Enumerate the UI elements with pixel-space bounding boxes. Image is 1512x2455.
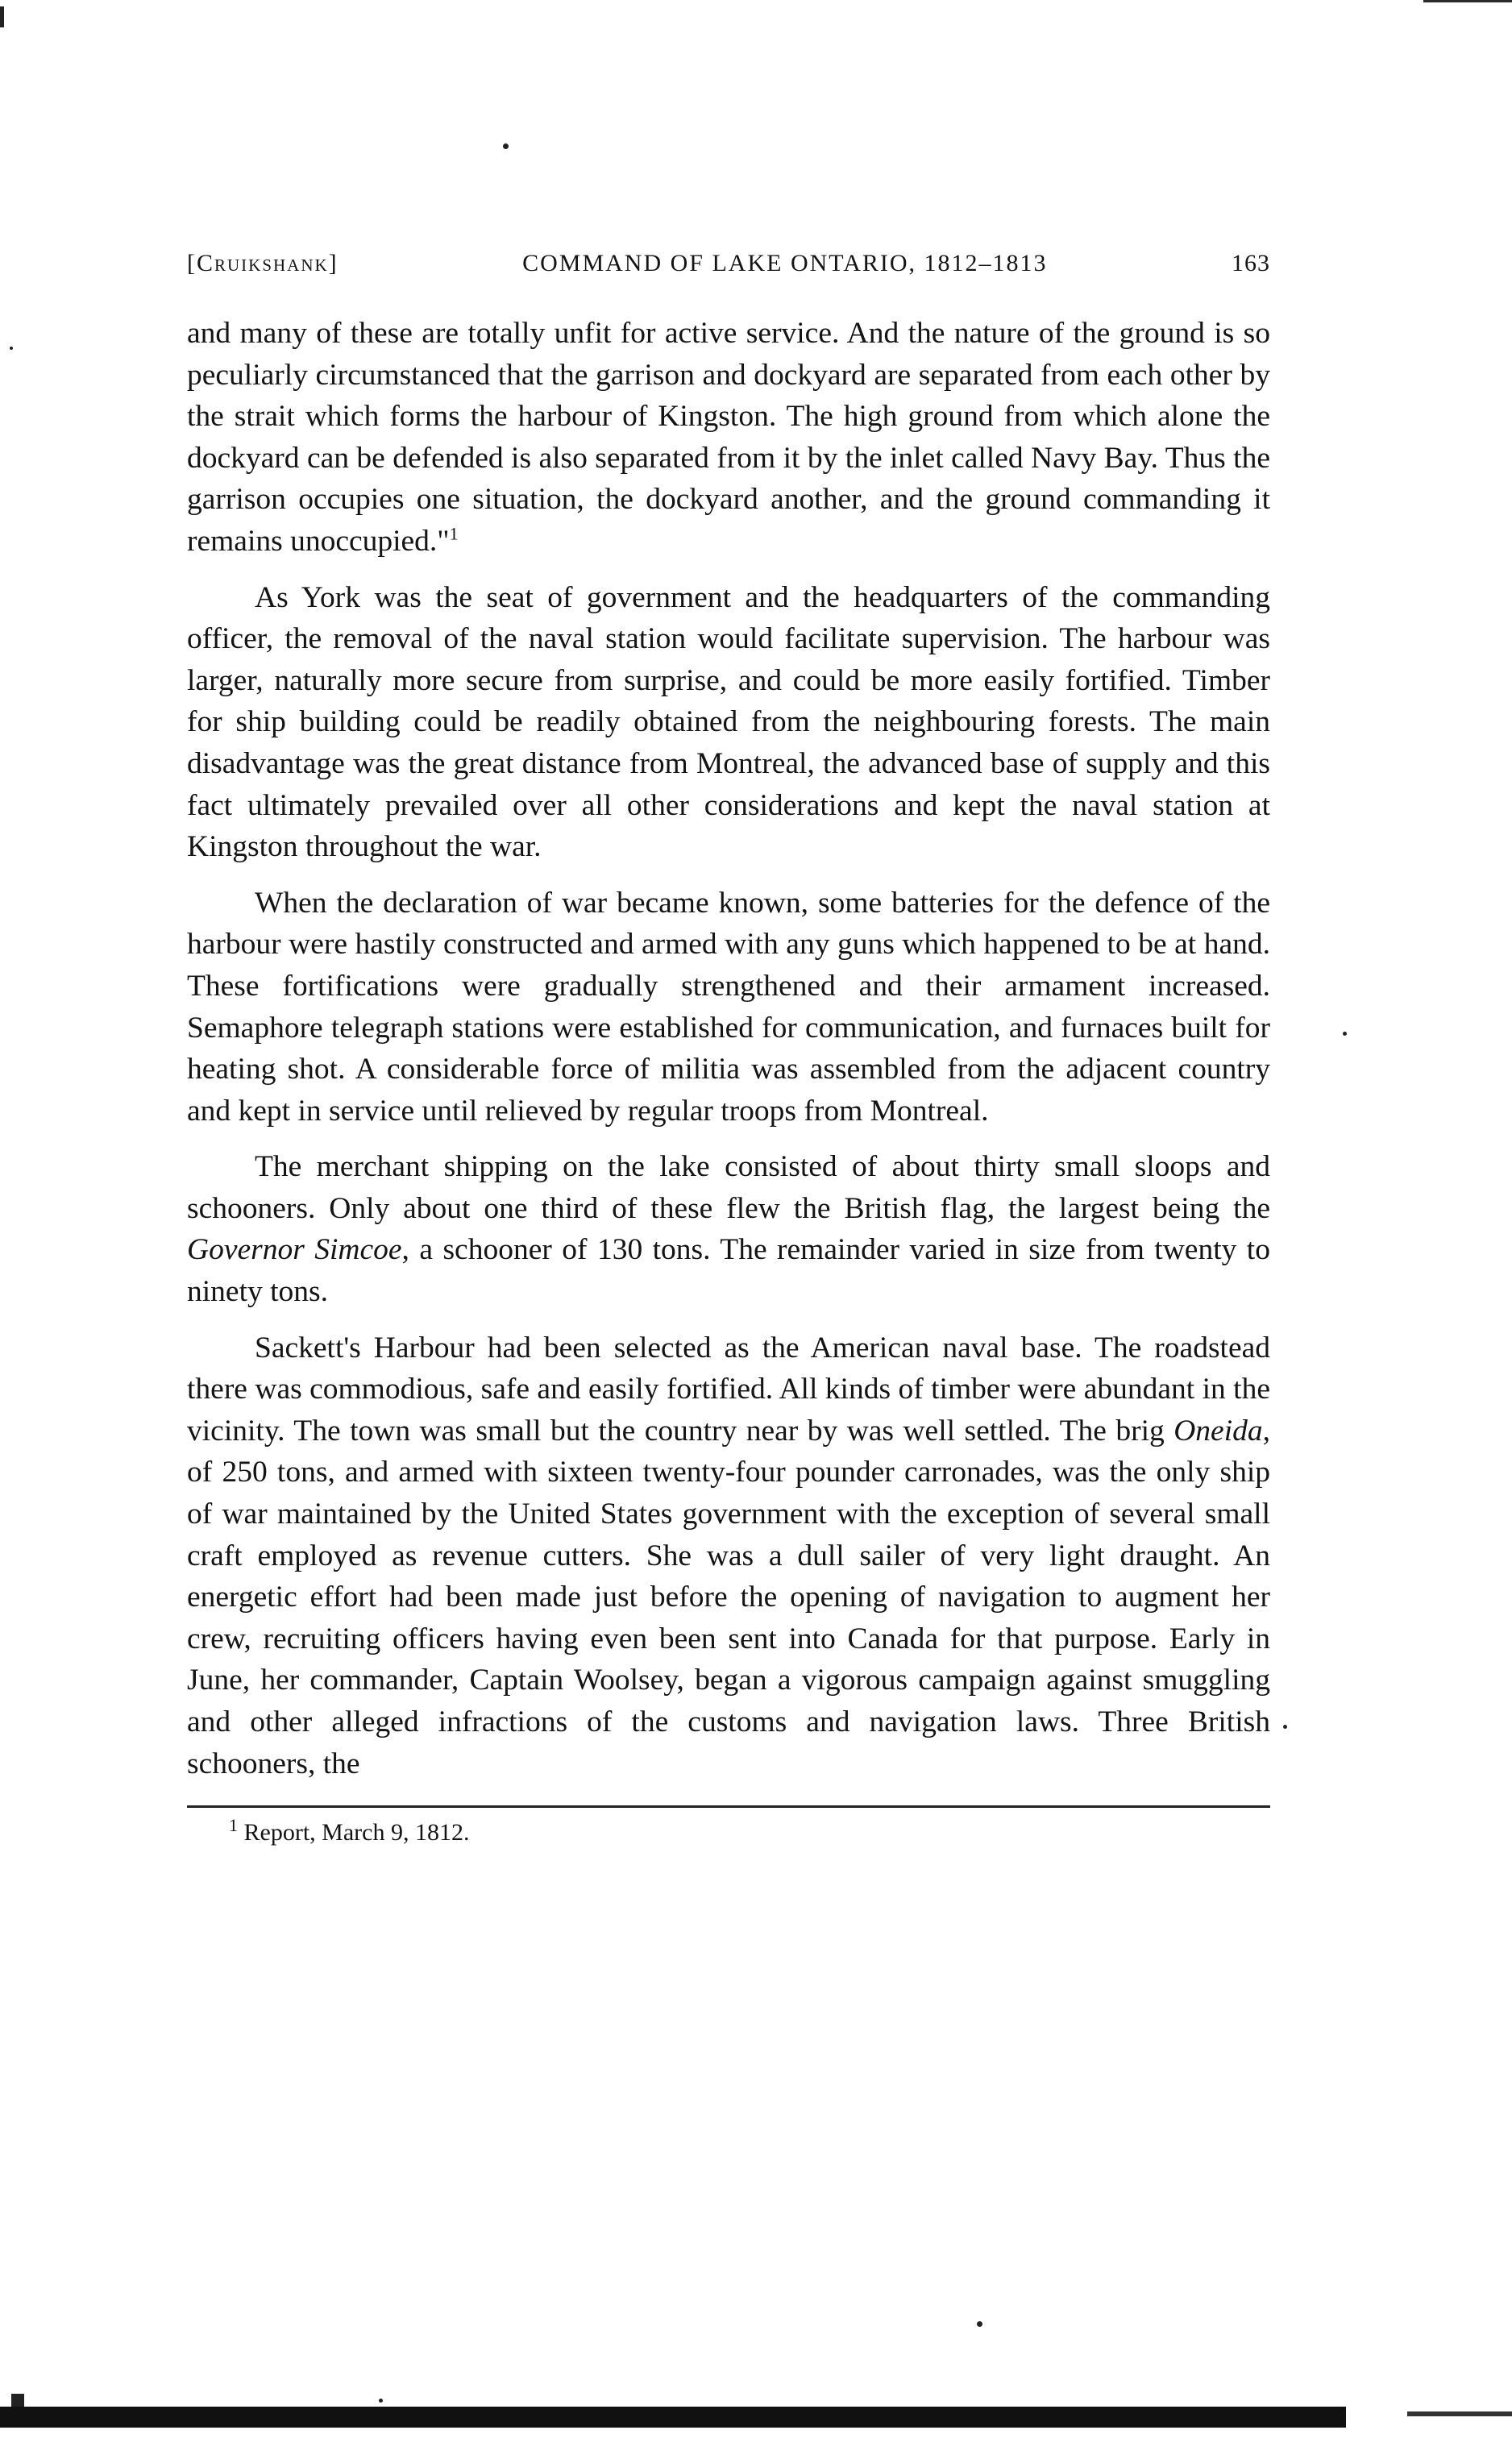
text-run: Sackett's Harbour had been selected as the American naval base. The roadstead there was commodious, safe and easily fortified. All kinds of timber were abundant in the vicinity. The town was small but the country near by was well settled. The brig (187, 1331, 1270, 1448)
paragraph (187, 1327, 1270, 1785)
paragraph (187, 1146, 1270, 1312)
text-run: The merchant shipping on the lake consisted of about thirty small sloops and schooners. Only about one third of these flew the British flag, the largest being the (187, 1150, 1270, 1225)
scan-edge-line (1423, 0, 1512, 2)
body-text (187, 313, 1270, 1784)
scan-speck (10, 347, 13, 350)
footnote (187, 1815, 1270, 1846)
scan-speck (503, 143, 509, 149)
scan-speck (977, 2321, 982, 2327)
footnote-text: Report, March 9, 1812. (243, 1819, 470, 1846)
running-head-author: [Cruikshank] (187, 250, 339, 276)
scan-speck (1343, 1032, 1347, 1036)
text-run: , of 250 tons, and armed with sixteen twenty-four pounder carronades, was the only ship of war maintained by the United States government with the exception of several small craft employed as revenue cutters. She was a dull sailer of very light draught. An energetic effort had been made just before the opening of navigation to augment her crew, recruiting officers having even been sent into Canada for that purpose. Early in June, her commander, Captain Woolsey, began a vigorous campaign against smuggling and other alleged infractions of the customs and navigation laws. Three British schooners, the (187, 1414, 1270, 1780)
text-run: As York was the seat of government and the headquarters of the commanding officer, the removal of the naval station would facilitate supervision. The harbour was larger, naturally more secure from surprise, and could be more easily fortified. Timber for ship building could be readily obtained from the neighbouring forests. The main disadvantage was the great distance from Montreal, the advanced base of supply and this fact ultimately prevailed over all other considerations and kept the naval station at Kingston throughout the war. (187, 580, 1270, 864)
scan-edge-band (0, 2407, 1346, 2428)
text-run: , a schooner of 130 tons. The remainder varied in size from twenty to ninety tons. (187, 1233, 1270, 1309)
page-number: 163 (1231, 250, 1270, 276)
footnote-marker: 1 (229, 1815, 238, 1836)
running-head (187, 250, 1270, 277)
book-page (187, 250, 1270, 1846)
footnote-reference: 1 (449, 523, 459, 544)
paragraph (187, 577, 1270, 868)
paragraph (187, 313, 1270, 563)
italic-text: Oneida (1173, 1414, 1263, 1448)
footnote-rule (187, 1805, 1270, 1808)
italic-text: Governor Simcoe (187, 1233, 402, 1267)
scan-speck (1283, 1725, 1287, 1729)
scan-speck (379, 2399, 383, 2403)
paragraph (187, 883, 1270, 1132)
text-run: and many of these are totally unfit for active service. And the nature of the ground is so peculiarly circumstanced that the garrison and dockyard are separated from each other by the strait which forms the harbour of Kingston. The high ground from which alone the dockyard can be defended is also separated from it by the inlet called Navy Bay. Thus the garrison occupies one situation, the dockyard another, and the ground commanding it remains unoccupied." (187, 317, 1270, 558)
text-run: When the declaration of war became known, some batteries for the defence of the harbour were hastily constructed and armed with any guns which happened to be at hand. These fortifications were gradually strengthened and their armament increased. Semaphore telegraph stations were established for communication, and furnaces built for heating shot. A considerable force of militia was assembled from the adjacent country and kept in service until relieved by regular troops from Montreal. (187, 886, 1270, 1128)
scan-margin-mark (0, 6, 4, 27)
scan-edge-band (1407, 2411, 1512, 2416)
running-head-title: COMMAND OF LAKE ONTARIO, 1812–1813 (522, 250, 1048, 276)
